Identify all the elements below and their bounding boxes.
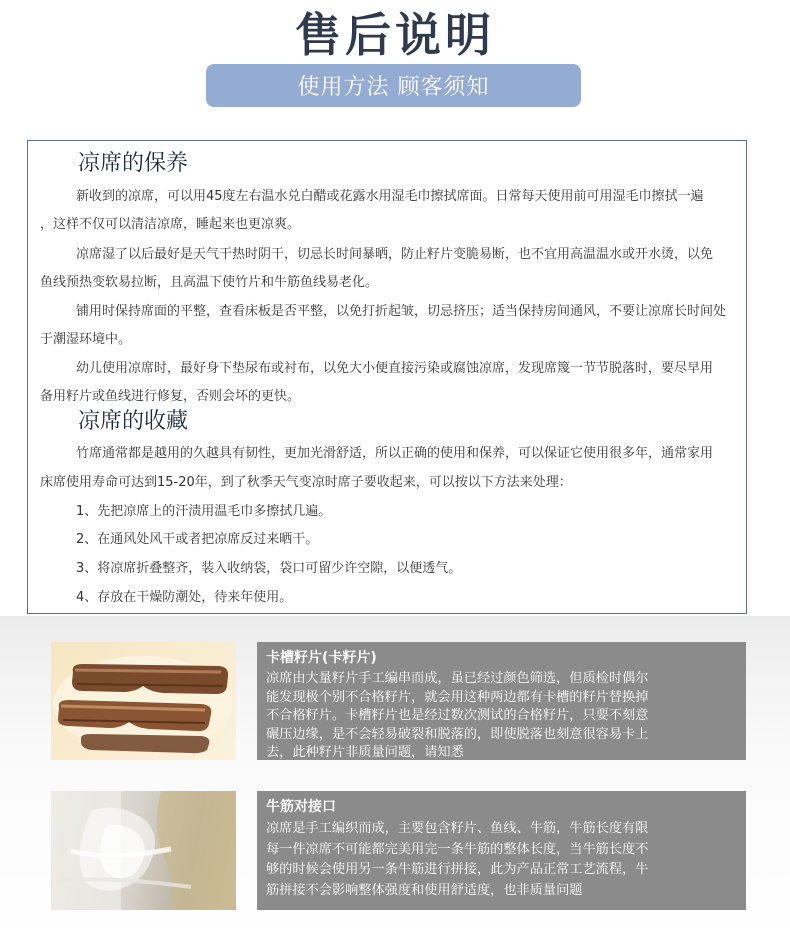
- care-line: 铺用时保持席面的平整，查看床板是否平整，以免打折起皱，切忌挤压；适当保持房间通风，不要让凉席长时间处: [76, 304, 727, 319]
- subtitle-text: 使用方法 顾客须知: [297, 75, 490, 100]
- slotted-chip-line: 去，此种籽片非质量问题，请知悉: [266, 745, 464, 760]
- subtitle-banner: [206, 64, 581, 107]
- storage-step: 4、存放在干燥防潮处，待来年使用。: [76, 590, 293, 605]
- storage-step: 3、将凉席折叠整齐，装入收纳袋，袋口可留少许空隙，以便透气。: [76, 561, 462, 576]
- tendon-joint-line: 筋拼接不会影响整体强度和使用舒适度，也非质量问题: [266, 882, 583, 898]
- care-line: 凉席湿了以后最好是天气干热时阴干，切忌长时间暴晒，防止籽片变脆易断，也不宜用高温温水或开水烫，以免: [76, 247, 714, 262]
- storage-step: 2、在通风处风干或者把凉席反过来晒干。: [76, 532, 319, 547]
- slotted-bamboo-chip-photo-icon: [51, 642, 236, 760]
- tendon-joint-title: 牛筋对接口: [266, 799, 336, 815]
- care-instructions-box: [27, 140, 747, 614]
- slotted-chip-title: 卡槽籽片(卡籽片): [266, 650, 377, 666]
- storage-heading: 凉席的收藏: [78, 409, 189, 434]
- slotted-chip-line: 凉席由大量籽片手工编串而成，虽已经过颜色筛选，但质检时偶尔: [266, 671, 649, 686]
- tendon-joint-line: 够的时候会使用另一条牛筋进行拼接，此为产品正常工艺流程，牛: [266, 862, 649, 877]
- tendon-joint-photo-icon: [51, 791, 236, 910]
- tendon-joint-line: 凉席是手工编织而成，主要包含籽片、鱼线、牛筋，牛筋长度有限: [266, 821, 649, 836]
- care-heading: 凉席的保养: [78, 151, 189, 176]
- storage-line: 床席使用寿命可达到15-20年，到了秋季天气变凉时席子要收起来，可以按以下方法来处理：: [40, 475, 572, 490]
- care-line: 于潮湿环境中。: [40, 332, 132, 347]
- slotted-chip-line: 不合格籽片。卡槽籽片也是经过数次测试的合格籽片，只要不刻意: [266, 708, 649, 723]
- care-line: 备用籽片或鱼线进行修复，否则会坏的更快。: [40, 389, 301, 404]
- page-title: 售后说明: [295, 8, 495, 62]
- tendon-joint-line: 每一件凉席不可能都完美用完一条牛筋的整体长度，当牛筋长度不: [266, 841, 649, 857]
- tendon-joint-note: [257, 791, 746, 910]
- care-line: ，这样不仅可以清洁凉席，睡起来也更凉爽。: [40, 217, 301, 232]
- slotted-chip-line: 碾压边缘，是不会轻易破裂和脱落的，即使脱落也刻意很容易卡上: [266, 726, 649, 742]
- care-line: 幼儿使用凉席时，最好身下垫尿布或衬布，以免大小便直接污染或腐蚀凉席，发现席篾一节节脱落时，要尽早用: [76, 361, 714, 376]
- slotted-chip-line: 能发现极个别不合格籽片，就会用这种两边都有卡槽的籽片替换掉: [266, 689, 649, 705]
- care-line: 鱼线预热变软易拉断，且高温下使竹片和牛筋鱼线易老化。: [40, 275, 379, 290]
- care-line: 新收到的凉席，可以用45度左右温水兑白醋或花露水用湿毛巾擦拭席面。日常每天使用前可用湿毛巾擦拭一遍: [76, 189, 704, 204]
- storage-step: 1、先把凉席上的汗渍用温毛巾多擦拭几遍。: [76, 504, 332, 519]
- slotted-chip-note: [257, 642, 746, 760]
- storage-line: 竹席通常都是越用的久越具有韧性，更加光滑舒适，所以正确的使用和保养，可以保证它使用很多年，通常家用: [76, 446, 714, 461]
